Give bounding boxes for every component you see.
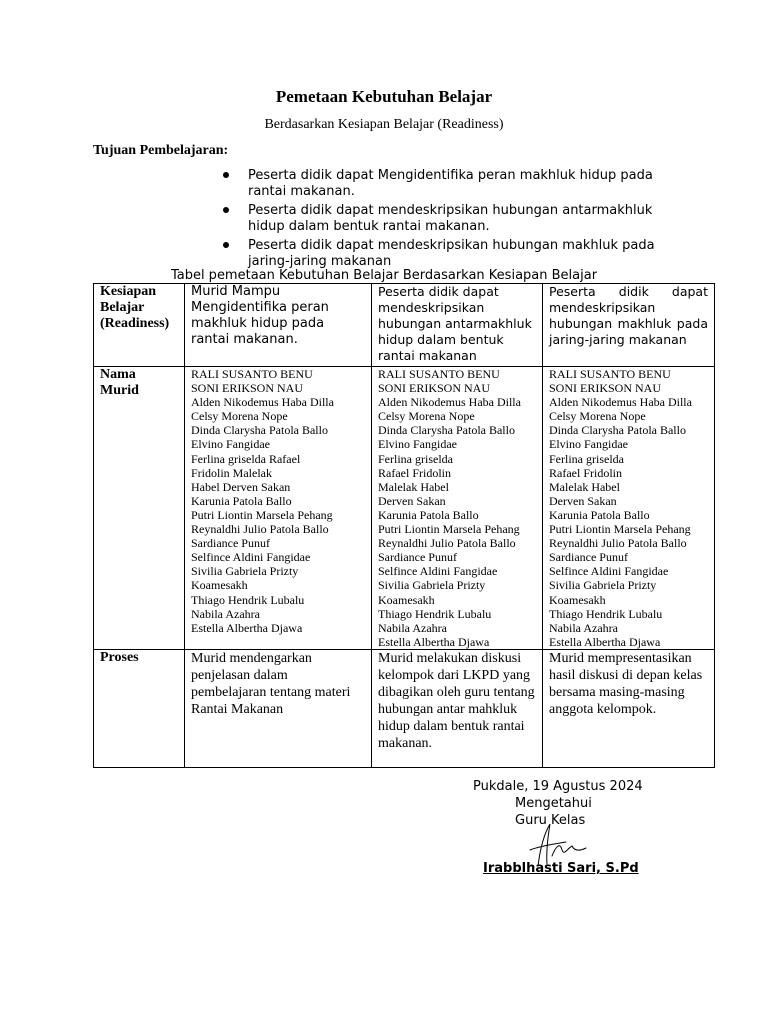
document-subtitle: Berdasarkan Kesiapan Belajar (Readiness) <box>264 117 504 132</box>
student-name: Ferlina griselda <box>378 451 453 466</box>
table-row-students <box>94 367 715 650</box>
student-name: Nabila Azahra <box>191 606 260 621</box>
student-name: Sardiance Punuf <box>191 536 270 551</box>
process-cell: Murid melakukan diskusi kelompok dari LKPD yang dibagikan oleh guru tentang hubungan antar mahkluk hidup dalam bentuk rantai makanan. <box>372 649 543 767</box>
student-name: Sivilia Gabriela Prizty <box>549 578 657 593</box>
student-name: Karunia Patola Ballo <box>191 493 292 508</box>
student-name: Habel Derven Sakan <box>191 479 291 494</box>
student-name: Reynaldhi Julio Patola Ballo <box>191 522 329 537</box>
objective-item: Peserta didik dapat Mengidentifika peran makhluk hidup pada rantai makanan. <box>219 168 689 200</box>
document-title: Pemetaan Kebutuhan Belajar <box>275 87 493 106</box>
student-name: SONI ERIKSON NAU <box>191 381 304 396</box>
row-label-readiness: Kesiapan Belajar (Readiness) <box>94 284 185 367</box>
student-name: Malelak Habel <box>378 479 449 494</box>
student-name: Sivilia Gabriela Prizty <box>191 564 299 579</box>
student-name: Putri Liontin Marsela Pehang <box>549 522 691 537</box>
student-name: Dinda Clarysha Patola Ballo <box>378 423 515 438</box>
student-name: Karunia Patola Ballo <box>378 507 479 522</box>
student-name: Ferlina griselda <box>549 451 624 466</box>
readiness-cell: Murid Mampu Mengidentifika peran makhluk hidup pada rantai makanan. <box>185 284 372 367</box>
process-cell: Murid mempresentasikan hasil diskusi di depan kelas bersama masing-masing anggota kelompok. <box>543 649 715 767</box>
teacher-name: Irabblhasti Sari, S.Pd <box>483 861 639 876</box>
student-name: Celsy Morena Nope <box>191 409 288 424</box>
student-name: Reynaldhi Julio Patola Ballo <box>549 536 687 551</box>
student-name: Malelak Habel <box>549 479 620 494</box>
student-name: Rafael Fridolin <box>549 465 622 480</box>
table-row-process <box>94 649 715 767</box>
student-name: RALI SUSANTO BENU <box>378 367 500 381</box>
student-name: Putri Liontin Marsela Pehang <box>378 522 520 537</box>
student-name: Karunia Patola Ballo <box>549 507 650 522</box>
student-name: RALI SUSANTO BENU <box>549 367 671 381</box>
objective-item: Peserta didik dapat mendeskripsikan hubungan antarmakhluk hidup dalam bentuk rantai makanan. <box>219 203 689 235</box>
student-name: Fridolin Malelak <box>191 465 272 480</box>
row-label-students: Nama Murid <box>94 367 185 650</box>
process-cell: Murid mendengarkan penjelasan dalam pembelajaran tentang materi Rantai Makanan <box>185 649 372 767</box>
bullet-icon <box>223 172 229 178</box>
objectives-heading: Tujuan Pembelajaran: <box>93 143 229 158</box>
student-name: Koamesakh <box>549 592 606 607</box>
student-name: SONI ERIKSON NAU <box>378 381 491 396</box>
student-name: Nabila Azahra <box>378 620 447 635</box>
student-name: Derven Sakan <box>378 493 446 508</box>
student-name: Alden Nikodemus Haba Dilla <box>191 395 334 410</box>
student-name: Putri Liontin Marsela Pehang <box>191 507 333 522</box>
student-list <box>543 367 715 650</box>
acknowledged-label: Mengetahui <box>515 796 592 811</box>
student-name: Celsy Morena Nope <box>378 409 475 424</box>
student-name: Elvino Fangidae <box>191 437 270 452</box>
readiness-cell: Peserta didik dapat mendeskripsikan hubungan antarmakhluk hidup dalam bentuk rantai makanan <box>372 284 543 367</box>
readiness-cell: Peserta didik dapat mendeskripsikan hubungan makhluk pada jaring-jaring makanan <box>543 284 715 367</box>
student-name: Koamesakh <box>378 592 435 607</box>
student-name: Selfince Aldini Fangidae <box>191 550 311 565</box>
student-name: Derven Sakan <box>549 493 617 508</box>
objectives-list <box>219 168 689 273</box>
table-caption: Tabel pemetaan Kebutuhan Belajar Berdasarkan Kesiapan Belajar <box>170 268 598 283</box>
student-name: Selfince Aldini Fangidae <box>378 564 498 579</box>
student-name: Sardiance Punuf <box>378 550 457 565</box>
bullet-icon <box>223 207 229 213</box>
student-name: Celsy Morena Nope <box>549 409 646 424</box>
student-name: Rafael Fridolin <box>378 465 451 480</box>
place-date: Pukdale, 19 Agustus 2024 <box>473 779 643 794</box>
teacher-role: Guru Kelas <box>515 813 586 828</box>
student-name: Thiago Hendrik Lubalu <box>549 606 663 621</box>
student-name: Dinda Clarysha Patola Ballo <box>549 423 686 438</box>
student-name: Sivilia Gabriela Prizty <box>378 578 486 593</box>
student-name: Estella Albertha Djawa <box>378 634 490 649</box>
student-name: Alden Nikodemus Haba Dilla <box>378 395 521 410</box>
student-name: Koamesakh <box>191 578 248 593</box>
student-list <box>185 367 372 650</box>
student-name: Thiago Hendrik Lubalu <box>378 606 492 621</box>
student-name: Elvino Fangidae <box>378 437 457 452</box>
needs-mapping-table <box>93 283 715 768</box>
student-name: RALI SUSANTO BENU <box>191 367 313 381</box>
student-name: Reynaldhi Julio Patola Ballo <box>378 536 516 551</box>
student-name: Dinda Clarysha Patola Ballo <box>191 423 328 438</box>
bullet-icon <box>223 242 229 248</box>
student-name: Sardiance Punuf <box>549 550 628 565</box>
student-name: Nabila Azahra <box>549 620 618 635</box>
student-name: Elvino Fangidae <box>549 437 628 452</box>
student-name: Thiago Hendrik Lubalu <box>191 592 305 607</box>
objective-item: Peserta didik dapat mendeskripsikan hubungan makhluk pada jaring-jaring makanan <box>219 238 689 270</box>
student-name: Alden Nikodemus Haba Dilla <box>549 395 692 410</box>
row-label-process: Proses <box>94 649 185 767</box>
table-row-readiness <box>94 284 715 367</box>
student-name: Estella Albertha Djawa <box>549 634 661 649</box>
student-name: SONI ERIKSON NAU <box>549 381 662 396</box>
student-list <box>372 367 543 650</box>
student-name: Estella Albertha Djawa <box>191 620 303 635</box>
student-name: Ferlina griselda Rafael <box>191 451 301 466</box>
student-name: Selfince Aldini Fangidae <box>549 564 669 579</box>
